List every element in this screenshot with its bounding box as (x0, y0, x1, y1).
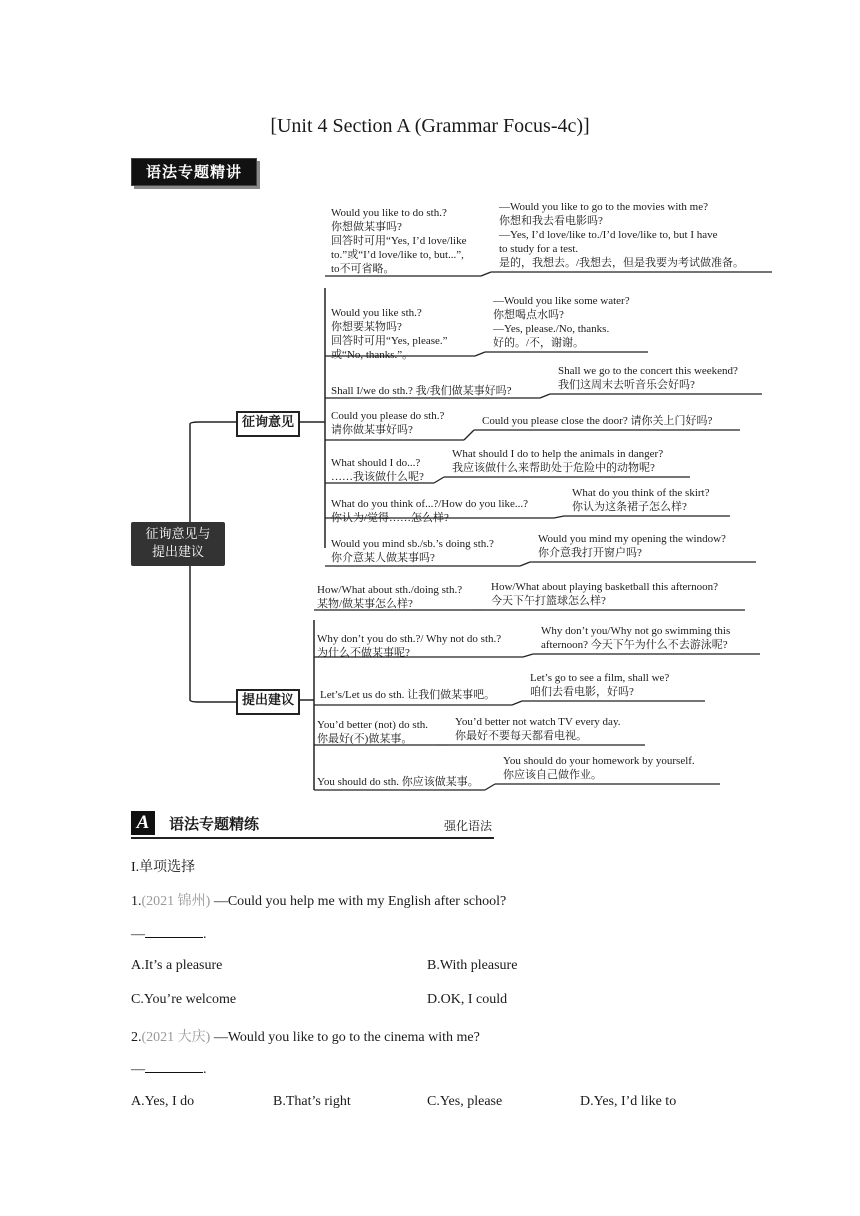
mindmap-suggest-1-left (317, 583, 462, 611)
mindmap-text-line: You should do sth. 你应该做某事。 (317, 776, 479, 788)
mindmap-text-line: ……我该做什么呢? (331, 471, 424, 483)
mindmap-root (131, 522, 225, 566)
mindmap-suggest-4-left (317, 718, 428, 746)
mindmap-text-line: 或“No, thanks.”。 (331, 349, 414, 361)
mindmap-text-line: 是的，我想去。/我想去，但是我要为考试做准备。 (499, 257, 745, 269)
mindmap-root-line1: 征询意见与 (145, 527, 211, 542)
question-2-answer-line (131, 1060, 207, 1078)
mindmap-ask-5-left (331, 456, 424, 484)
mindmap-ask-5-right (452, 447, 663, 475)
mindmap-text-line: What do you think of the skirt? (572, 487, 710, 499)
mindmap-text-line: 好的。/不，谢谢。 (493, 337, 585, 349)
mindmap-text-line: Why don’t you do sth.?/ Why not do sth.? (317, 633, 502, 645)
question-text: —Could you help me with my English after school? (210, 894, 507, 909)
mindmap-text-line: —Would you like some water? (493, 295, 630, 307)
practice-title: 语法专题精练 (169, 815, 260, 833)
mindmap-text-line: to.”或“I’d love/like to, but...”, (331, 249, 464, 261)
mindmap-text-line: Would you mind sb./sb.’s doing sth.? (331, 538, 494, 550)
mindmap-text-line: —Yes, I’d love/like to./I’d love/like to, but I have (499, 229, 718, 241)
mindmap-suggest-3-left (320, 688, 495, 702)
mindmap-text-line: 请你做某事好吗? (331, 424, 413, 436)
section-label: I.单项选择 (131, 860, 196, 875)
mindmap-text-line: 你介意我打开窗户吗? (538, 547, 642, 559)
mindmap-suggest-2-right (541, 624, 730, 652)
answer-dash: — (131, 1062, 145, 1077)
answer-blank[interactable] (145, 1060, 203, 1073)
mindmap-root-line2: 提出建议 (151, 545, 204, 560)
mindmap-text-line: What should I do to help the animals in danger? (452, 448, 664, 460)
mindmap-text-line: 为什么不做某事呢? (317, 647, 410, 659)
question-1-stem (131, 890, 506, 910)
mindmap-text-line: You should do your homework by yourself. (503, 755, 695, 767)
question-1-option-b[interactable]: B.With pleasure (427, 958, 518, 973)
mindmap-text-line: 我应该做什么来帮助处于危险中的动物呢? (452, 462, 655, 474)
mindmap-text-line: Could you please do sth.? (331, 410, 445, 422)
page-title: [Unit 4 Section A (Grammar Focus-4c)] (270, 115, 590, 137)
mindmap-text-line: Shall I/we do sth.? 我/我们做某事好吗? (331, 385, 512, 397)
mindmap-text-line: to study for a test. (499, 243, 579, 255)
mindmap-suggest-3-right (530, 671, 669, 699)
mindmap-text-line: 你介意某人做某事吗? (331, 552, 435, 564)
mindmap-text-line: 你想喝点水吗? (493, 309, 564, 321)
mindmap-text-line: How/What about playing basketball this afternoon? (491, 581, 718, 593)
mindmap-ask-2-left (331, 306, 448, 362)
section-a-icon: A (131, 811, 155, 835)
mindmap-text-line: —Yes, please./No, thanks. (493, 323, 610, 335)
mindmap-text-line: What should I do...? (331, 457, 421, 469)
mindmap-text-line: 你认为这条裙子怎么样? (572, 501, 687, 513)
mindmap-text-line: 今天下午打篮球怎么样? (491, 595, 606, 607)
branch-ask-opinion: 征询意见 (236, 411, 300, 437)
mindmap-ask-6-right (572, 486, 709, 514)
mindmap-text-line: 你认为/觉得……怎么样? (331, 512, 449, 524)
branch-make-suggestion: 提出建议 (236, 689, 300, 715)
mindmap-text-line: Would you like to do sth.? (331, 207, 447, 219)
mindmap-text-line: 回答时可用“Yes, please.” (331, 335, 448, 347)
mindmap-ask-4-left (331, 409, 444, 437)
question-number: 1. (131, 894, 142, 909)
mindmap-ask-6-left (331, 497, 528, 525)
mindmap-ask-7-right (538, 532, 726, 560)
answer-blank[interactable] (145, 925, 203, 938)
mindmap-text-line: Would you mind my opening the window? (538, 533, 726, 545)
question-2-stem (131, 1026, 480, 1046)
question-2-option-b[interactable]: B.That’s right (273, 1094, 351, 1109)
practice-header (131, 811, 494, 839)
answer-period: . (203, 927, 207, 942)
mindmap-text-line: You’d better (not) do sth. (317, 719, 429, 731)
mindmap-ask-7-left (331, 537, 494, 565)
question-text: —Would you like to go to the cinema with me? (210, 1030, 480, 1045)
mindmap-text-line: 我们这周末去听音乐会好吗? (558, 379, 695, 391)
question-1-answer-line (131, 925, 207, 943)
question-2-option-c[interactable]: C.Yes, please (427, 1094, 503, 1109)
mindmap-text-line: —Would you like to go to the movies with me? (499, 201, 709, 213)
question-1-option-c[interactable]: C.You’re welcome (131, 992, 237, 1007)
mindmap-text-line: 你最好不要每天都看电视。 (455, 730, 587, 742)
mindmap-ask-3-right (558, 364, 738, 392)
mindmap-text-line: Would you like sth.? (331, 307, 422, 319)
mindmap-text-line: What do you think of...?/How do you like...? (331, 498, 529, 510)
mindmap-ask-2-right (493, 294, 630, 350)
mindmap-suggest-5-left (317, 775, 479, 789)
mindmap-text-line: 你想和我去看电影吗? (499, 215, 603, 227)
question-source: (2021 大庆) (141, 1030, 211, 1045)
question-number: 2. (131, 1030, 142, 1045)
question-2-option-a[interactable]: A.Yes, I do (131, 1094, 195, 1109)
mindmap-text-line: Could you please close the door? 请你关上门好吗? (482, 415, 713, 427)
mindmap-text-line: 某物/做某事怎么样? (317, 598, 413, 610)
practice-subtitle: 强化语法 (443, 819, 492, 833)
mindmap-text-line: 回答时可用“Yes, I’d love/like (331, 235, 467, 247)
mindmap-text-line: to不可省略。 (331, 263, 395, 275)
mindmap-text-line: Why don’t you/Why not go swimming this (541, 625, 731, 637)
mindmap-text-line: Let’s go to see a film, shall we? (530, 672, 670, 684)
mindmap-text-line: 咱们去看电影，好吗? (530, 686, 634, 698)
mindmap-suggest-2-left (317, 632, 501, 660)
mindmap-suggest-5-right (503, 754, 695, 782)
mindmap-ask-1-right (499, 200, 744, 270)
question-2-option-d[interactable]: D.Yes, I’d like to (580, 1094, 677, 1109)
mindmap-suggest-1-right (491, 580, 718, 608)
mindmap-text-line: How/What about sth./doing sth.? (317, 584, 463, 596)
question-1-option-a[interactable]: A.It’s a pleasure (131, 958, 223, 973)
question-source: (2021 锦州) (141, 894, 211, 909)
mindmap-text-line: Let’s/Let us do sth. 让我们做某事吧。 (320, 689, 496, 701)
grammar-lecture-banner: 语法专题精讲 (131, 158, 257, 186)
answer-period: . (203, 1062, 207, 1077)
mindmap-text-line: 你想做某事吗? (331, 221, 402, 233)
question-1-option-d[interactable]: D.OK, I could (427, 992, 508, 1007)
mindmap-suggest-4-right (455, 715, 620, 743)
mindmap-text-line: Shall we go to the concert this weekend? (558, 365, 738, 377)
mindmap-text-line: 你应该自己做作业。 (503, 769, 602, 781)
mindmap-text-line: 你最好(不)做某事。 (317, 733, 413, 745)
mindmap-ask-4-right (482, 414, 712, 428)
mindmap-text-line: You’d better not watch TV every day. (455, 716, 621, 728)
mindmap-text-line: 你想要某物吗? (331, 321, 402, 333)
mindmap-ask-1-left (331, 206, 466, 276)
mindmap-text-line: afternoon? 今天下午为什么不去游泳呢? (541, 639, 728, 651)
mindmap-ask-3-left (331, 384, 512, 398)
answer-dash: — (131, 927, 145, 942)
